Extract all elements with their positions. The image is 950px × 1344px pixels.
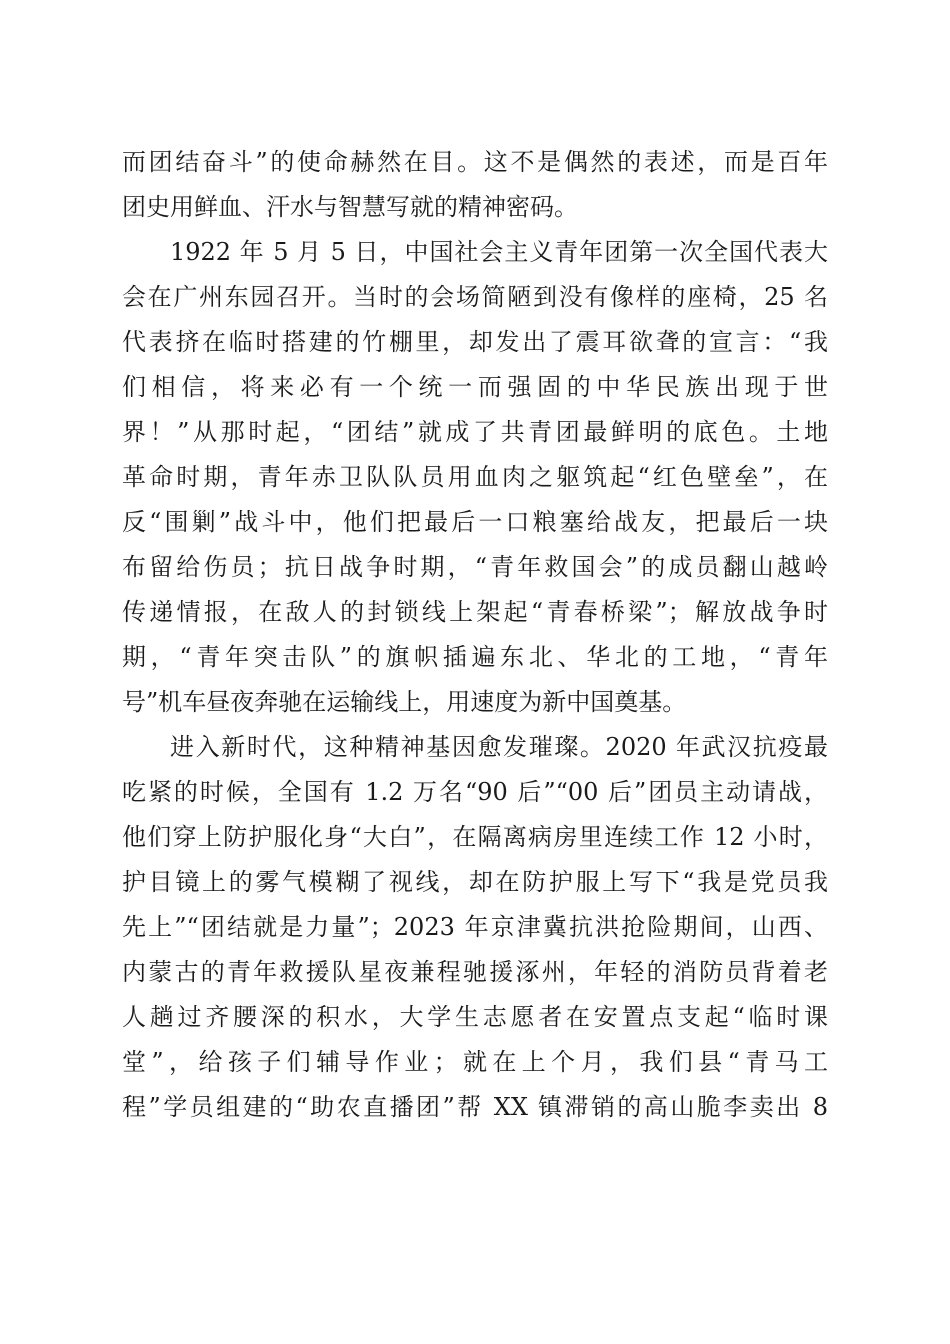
text-line: 先上”“团结就是力量”；2023 年京津冀抗洪抢险期间，山西、 bbox=[122, 913, 828, 941]
text-line: 程”学员组建的“助农直播团”帮 XX 镇滞销的高山脆李卖出 8 bbox=[122, 1093, 828, 1121]
text-line: 团史用鲜血、汗水与智慧写就的精神密码。 bbox=[122, 193, 578, 221]
text-line: 他们穿上防护服化身“大白”，在隔离病房里连续工作 12 小时， bbox=[122, 823, 828, 851]
text-line: 们相信，将来必有一个统一而强固的中华民族出现于世 bbox=[122, 373, 828, 401]
body-text bbox=[122, 140, 828, 1130]
text-line: 护目镜上的雾气模糊了视线，却在防护服上写下“我是党员我 bbox=[122, 868, 828, 896]
text-line: 界！”从那时起，“团结”就成了共青团最鲜明的底色。土地 bbox=[122, 418, 828, 446]
text-line: 内蒙古的青年救援队星夜兼程驰援涿州，年轻的消防员背着老 bbox=[122, 958, 828, 986]
text-line: 布留给伤员；抗日战争时期，“青年救国会”的成员翻山越岭 bbox=[122, 553, 828, 581]
text-line: 号”机车昼夜奔驰在运输线上，用速度为新中国奠基。 bbox=[122, 688, 687, 716]
text-line: 革命时期，青年赤卫队队员用血肉之躯筑起“红色壁垒”，在 bbox=[122, 463, 828, 491]
paragraph-start-line: 1922 年 5 月 5 日，中国社会主义青年团第一次全国代表大 bbox=[170, 238, 828, 266]
text-line: 反“围剿”战斗中，他们把最后一口粮塞给战友，把最后一块 bbox=[122, 508, 828, 536]
text-line: 而团结奋斗”的使命赫然在目。这不是偶然的表述，而是百年 bbox=[122, 148, 828, 176]
text-line: 传递情报，在敌人的封锁线上架起“青春桥梁”；解放战争时 bbox=[122, 598, 828, 626]
text-line: 堂”，给孩子们辅导作业；就在上个月，我们县“青马工 bbox=[122, 1048, 828, 1076]
text-line: 吃紧的时候，全国有 1.2 万名“90 后”“00 后”团员主动请战， bbox=[122, 778, 828, 806]
text-line: 期，“青年突击队”的旗帜插遍东北、华北的工地，“青年 bbox=[122, 643, 828, 671]
text-line: 会在广州东园召开。当时的会场简陋到没有像样的座椅，25 名 bbox=[122, 283, 828, 311]
paragraph-start-line: 进入新时代，这种精神基因愈发璀璨。2020 年武汉抗疫最 bbox=[170, 733, 828, 761]
text-line: 代表挤在临时搭建的竹棚里，却发出了震耳欲聋的宣言：“我 bbox=[122, 328, 828, 356]
text-line: 人趟过齐腰深的积水，大学生志愿者在安置点支起“临时课 bbox=[122, 1003, 828, 1031]
